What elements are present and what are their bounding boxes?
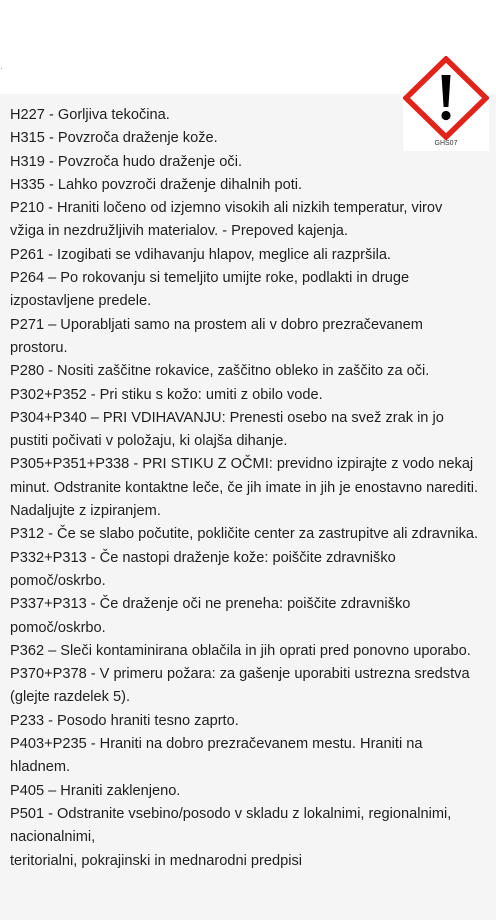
statement-item: H319 - Povzroča hudo draženje oči. [10,153,243,170]
statement-item: P302+P352 - Pri stiku s kožo: umiti z obilo vode. [10,386,323,403]
statement-item: teritorialni, pokrajinski in mednarodni predpisi [10,852,303,869]
statement-item: P271 – Uporabljati samo na prostem ali v dobro prezračevanem prostoru. [10,316,423,356]
statement-item: P280 - Nositi zaščitne rokavice, zaščitno obleko in zaščito za oči. [10,363,430,380]
statement-list [10,104,480,873]
page-mark [1,68,2,69]
statement-item: P405 – Hraniti zaklenjeno. [10,782,181,799]
statement-item: P210 - Hraniti ločeno od izjemno visokih ali nizkih temperatur, virov vžiga in nezdružljivih materialov. - Prepoved kajenja. [10,200,443,240]
statement-item: P305+P351+P338 - PRI STIKU Z OČMI: previdno izpirajte z vodo nekaj minut. Odstranite kontaktne leče, če jih imate in jih je enostavno narediti. Nadaljujte z izpiranjem. [10,456,479,520]
statement-item: P403+P235 - Hraniti na dobro prezračevanem mestu. Hraniti na hladnem. [10,736,423,776]
statement-item: H315 - Povzroča draženje kože. [10,130,218,147]
statement-item: H335 - Lahko povzroči draženje dihalnih poti. [10,176,303,193]
statement-item: H227 - Gorljiva tekočina. [10,107,170,123]
statement-item: P501 - Odstranite vsebino/posodo v skladu z lokalnimi, regionalnimi, nacionalnimi, [10,805,452,846]
statement-item: P370+P378 - V primeru požara: za gašenje uporabiti ustrezna sredstva (glejte razdelek 5). [10,666,470,706]
statement-item: P337+P313 - Če draženje oči ne preneha: poiščite zdravniško pomoč/oskrbo. [10,596,411,636]
statement-item: P264 – Po rokovanju si temeljito umijte roke, podlakti in druge izpostavljene predele. [10,270,410,310]
statement-item: P312 - Če se slabo počutite, pokličite center za zastrupitve ali zdravnika. [10,526,479,543]
statement-item: P233 - Posodo hraniti tesno zaprto. [10,712,239,729]
statement-item: P332+P313 - Če nastopi draženje kože: poiščite zdravniško pomoč/oskrbo. [10,549,396,589]
statement-item: P362 – Sleči kontaminirana oblačila in jih oprati pred ponovno uporabo. [10,642,471,659]
ghs-code-label: GHS07 [434,140,458,147]
statement-item: P261 - Izogibati se vdihavanju hlapov, meglice ali razpršila. [10,246,391,263]
statement-item: P304+P340 – PRI VDIHAVANJU: Prenesti osebo na svež zrak in jo pustiti počivati v položaju, ki olajša dihanje. [10,409,444,450]
